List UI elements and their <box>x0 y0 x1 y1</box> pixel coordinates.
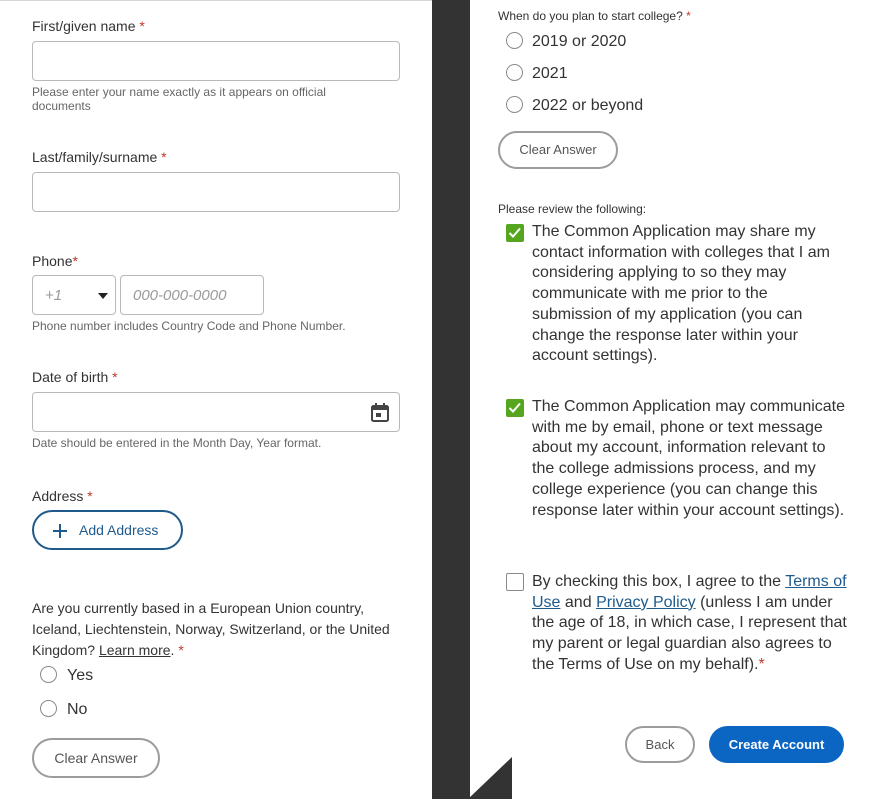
eu-yes-radio[interactable] <box>40 666 57 683</box>
start-2021-radio[interactable] <box>506 64 523 81</box>
eu-question <box>32 598 390 661</box>
first-name-label-text: First/given name <box>32 18 136 34</box>
calendar-icon[interactable] <box>371 403 389 422</box>
add-address-label: Add Address <box>79 522 159 538</box>
eu-question-text: Kingdom? <box>32 642 96 658</box>
checkmark-icon <box>507 225 522 240</box>
start-college-question <box>498 9 691 23</box>
start-2022-radio[interactable] <box>506 96 523 113</box>
dob-label-text: Date of birth <box>32 369 109 385</box>
eu-no-label: No <box>67 701 88 718</box>
back-button[interactable]: Back <box>625 726 695 763</box>
terms-of-use-link[interactable]: Terms of Use <box>532 573 847 611</box>
start-college-question-text: When do you plan to start college? <box>498 9 683 23</box>
communicate-checkbox[interactable] <box>506 399 524 417</box>
eu-question-text: . <box>170 642 175 658</box>
first-name-input[interactable] <box>32 41 400 81</box>
terms-text-part: and <box>564 593 592 611</box>
start-2021-label: 2021 <box>532 65 568 82</box>
country-code-select[interactable] <box>32 275 116 315</box>
phone-help: Phone number includes Country Code and Phone Number. <box>32 319 346 333</box>
eu-yes-label: Yes <box>67 667 94 684</box>
share-contact-checkbox[interactable] <box>506 224 524 242</box>
caret-down-icon <box>98 293 108 299</box>
privacy-policy-link[interactable]: Privacy Policy <box>596 593 696 611</box>
plus-icon <box>53 524 67 538</box>
required-mark: * <box>178 642 184 658</box>
checkmark-icon <box>507 400 522 415</box>
communicate-text: The Common Application may communicate with me by email, phone or text message about my account, information relevant to the college admissions process, and my college experience (you can change this response later within your account settings). <box>532 398 846 519</box>
start-clear-answer-button[interactable]: Clear Answer <box>498 131 618 169</box>
share-contact-text: The Common Application may share my contact information with colleges that I am considering applying to so they may communicate with me prior to the submission of my application (you can change the response later within your account settings). <box>532 223 830 365</box>
terms-checkbox[interactable] <box>506 573 524 591</box>
phone-placeholder: 000-000-0000 <box>133 287 227 304</box>
country-code-value: +1 <box>45 287 63 304</box>
add-address-button[interactable] <box>32 510 183 550</box>
address-label <box>32 488 93 504</box>
dob-help: Date should be entered in the Month Day, Year format. <box>32 436 322 450</box>
required-mark: * <box>72 253 78 269</box>
phone-label <box>32 253 78 269</box>
panel-corner-shape <box>468 757 512 799</box>
last-name-label <box>32 149 167 165</box>
eu-clear-answer-button[interactable]: Clear Answer <box>32 738 160 778</box>
panel-divider <box>432 0 470 799</box>
learn-more-link[interactable]: Learn more <box>98 642 171 658</box>
phone-label-text: Phone <box>32 253 73 269</box>
address-label-text: Address <box>32 488 84 504</box>
review-heading: Please review the following: <box>498 202 647 216</box>
last-name-input[interactable] <box>32 172 400 212</box>
start-2019-label: 2019 or 2020 <box>532 33 627 50</box>
required-mark: * <box>139 18 145 34</box>
eu-question-line: Are you currently based in a European Union country, <box>32 600 365 616</box>
terms-text <box>532 572 848 676</box>
required-mark: * <box>112 369 118 385</box>
terms-text-part: (unless I am under the age of 18, in which case, I represent that my parent or legal guardian also agrees to the Terms of Use on my behalf). <box>532 593 847 673</box>
left-form-panel <box>0 0 432 799</box>
required-mark: * <box>161 149 167 165</box>
right-form-panel <box>470 0 874 799</box>
eu-question-line <box>32 640 390 661</box>
required-mark: * <box>87 488 93 504</box>
start-2019-radio[interactable] <box>506 32 523 49</box>
start-2022-label: 2022 or beyond <box>532 97 644 114</box>
eu-no-radio[interactable] <box>40 700 57 717</box>
required-mark: * <box>758 655 765 673</box>
create-account-button[interactable]: Create Account <box>709 726 844 763</box>
last-name-label-text: Last/family/surname <box>32 149 158 165</box>
first-name-help: Please enter your name exactly as it appears on official documents <box>32 85 326 113</box>
eu-question-line: Iceland, Liechtenstein, Norway, Switzerland, or the United <box>32 621 390 637</box>
terms-text-part: By checking this box, I agree to the <box>532 573 782 590</box>
required-mark: * <box>686 9 691 23</box>
dob-input[interactable] <box>32 392 400 432</box>
phone-number-input[interactable] <box>120 275 264 315</box>
dob-label <box>32 369 118 385</box>
first-name-label <box>32 18 145 34</box>
